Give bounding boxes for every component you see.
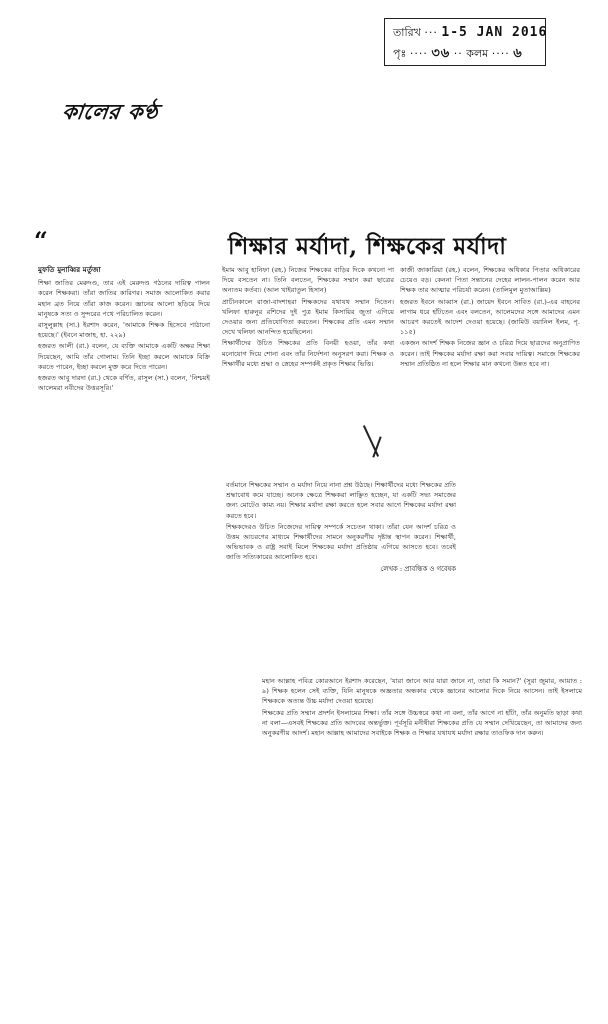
article-column-4 bbox=[262, 676, 582, 786]
stamp-page-row bbox=[393, 44, 523, 65]
paragraph: প্রাচীনকালে রাজা-বাদশাহরা শিক্ষকদের যথাযথ সম্মান দিতেন। খলিফা হারুনুর রশিদের দুই পুত্র ইমাম কিসায়ির জুতা এগিয়ে দেওয়ার জন্য প্রতিযোগিতা করতেন। শিক্ষকের প্রতি এমন সম্মান দেখে খলিফা আনন্দিত হয়েছিলেন। bbox=[222, 297, 394, 337]
paragraph: শিক্ষকদেরও উচিত নিজেদের দায়িত্ব সম্পর্কে সচেতন থাকা। তাঁরা যেন আদর্শ চরিত্র ও উত্তম আচরণের মাধ্যমে শিক্ষার্থীদের সামনে অনুকরণীয় দৃষ্টান্ত স্থাপন করেন। শিক্ষার্থী, অভিভাবক ও রাষ্ট্র সবাই মিলে শিক্ষকের মর্যাদা প্রতিষ্ঠায় এগিয়ে আসতে হবে। তবেই জাতি সত্যিকারের আলোকিত হবে। bbox=[226, 522, 456, 562]
stamp-dots: ···· bbox=[409, 47, 428, 60]
newspaper-masthead: কালের কণ্ঠ bbox=[60, 99, 161, 124]
paragraph: ইমাম আবু হানিফা (রহ.) নিজের শিক্ষকের বাড়ির দিকে কখনো পা দিয়ে বসতেন না। তিনি বলতেন, শিক্ষকের সম্মান করা ছাত্রের অন্যতম কর্তব্য। (আল খাইরাতুল হিসান) bbox=[222, 266, 394, 295]
article-byline: মুফতি মুনাব্বির মর্তুজা bbox=[38, 265, 101, 274]
stamp-dots: ···· bbox=[491, 47, 510, 60]
paragraph: একজন আদর্শ শিক্ষক নিজের জ্ঞান ও চরিত্র দিয়ে ছাত্রদের অনুপ্রাণিত করেন। তাই শিক্ষকের মর্যাদা রক্ষা করা সবার দায়িত্ব। সমাজে শিক্ষকের সম্মান প্রতিষ্ঠিত না হলে শিক্ষার মান কখনো উন্নত হবে না। bbox=[400, 339, 580, 368]
stamp-column-label: কলম bbox=[466, 47, 489, 60]
headline-quote-mark: “ bbox=[34, 226, 48, 255]
article-column-3 bbox=[400, 265, 580, 465]
paragraph: হজরত আলী (রা.) বলেন, যে ব্যক্তি আমাকে একটি অক্ষর শিক্ষা দিয়েছেন, আমি তাঁর গোলাম। তিনি ইচ্ছা করলে আমাকে বিক্রি করতে পারেন, ইচ্ছা করলে মুক্ত করে দিতে পারেন। bbox=[38, 342, 210, 371]
paragraph: কাজী জাকারিয়া (রহ.) বলেন, শিক্ষকের অধিকার পিতার অধিকারের চেয়েও বড়। কেননা পিতা সন্তানের দেহের লালন-পালন করেন আর শিক্ষক তার আত্মার পরিচর্যা করেন। (তালিমুল মুতাআল্লিম) bbox=[400, 266, 580, 295]
stamp-page-value: ৩৬ bbox=[431, 46, 451, 61]
author-credit: লেখক : প্রাবন্ধিক ও গবেষক bbox=[380, 564, 456, 573]
paragraph: হজরত আবু দারদা (রা.) থেকে বর্ণিত, রাসুল (সা.) বলেন, 'নিশ্চয়ই আলেমরা নবীদের উত্তরসূরি।' bbox=[38, 374, 210, 393]
paragraph: বর্তমানে শিক্ষকের সম্মান ও মর্যাদা নিয়ে নানা প্রশ্ন উঠছে। শিক্ষার্থীদের মধ্যে শিক্ষকের প্রতি শ্রদ্ধাবোধ কমে যাচ্ছে। অনেক ক্ষেত্রে শিক্ষকরা লাঞ্ছিত হচ্ছেন, যা একটি সভ্য সমাজের জন্য মোটেও কাম্য নয়। শিক্ষার মর্যাদা রক্ষা করতে হলে সবার আগে শিক্ষকের মর্যাদা রক্ষা করতে হবে। bbox=[226, 481, 456, 520]
paragraph: হজরত ইবনে আব্বাস (রা.) জায়েদ ইবনে সাবিত (রা.)-এর বাহনের লাগাম ধরে হাঁটতেন এবং বলতেন, আলেমদের সঙ্গে আমাদের এমন আচরণ করতেই আদেশ দেওয়া হয়েছে। (জামিউ বয়ানিল ইলম, পৃ. ১১৫) bbox=[400, 297, 580, 337]
paragraph: শিক্ষকের প্রতি সম্মান প্রদর্শন ইসলামের শিক্ষা। তাঁর সঙ্গে উচ্চস্বরে কথা না বলা, তাঁর আগে না হাঁটা, তাঁর অনুমতি ছাড়া কথা না বলা—এসবই শিক্ষকের প্রতি আদবের অন্তর্ভুক্ত। পূর্বসূরি মনীষীরা শিক্ষকের প্রতি যে সম্মান দেখিয়েছেন, তা আমাদের জন্য অনুকরণীয় আদর্শ। মহান আল্লাহ আমাদের সবাইকে শিক্ষক ও শিক্ষার যথাযথ মর্যাদা রক্ষার তাওফিক দান করুন। bbox=[262, 708, 582, 738]
paragraph: শিক্ষা জাতির মেরুদণ্ড, তার এই মেরুদণ্ড গঠনের দায়িত্ব পালন করেন শিক্ষকরা। তাঁরা জাতির কারিগর। সমাজ আলোকিত করার মহান ব্রত নিয়ে তাঁরা কাজ করেন। জ্ঞানের আলো ছড়িয়ে দিয়ে মানুষকে সত্য ও সুন্দরের পথে পরিচালিত করেন। bbox=[38, 279, 210, 318]
stamp-date-value: 1-5 JAN 2016 bbox=[441, 25, 548, 40]
article-headline: শিক্ষার মর্যাদা, শিক্ষকের মর্যাদা bbox=[228, 233, 507, 260]
article-continuation-box bbox=[226, 480, 456, 670]
stamp-column-value: ৬ bbox=[513, 46, 523, 61]
stamp-dots: ··· bbox=[424, 26, 438, 39]
paragraph: মহান আল্লাহ পবিত্র কোরআনে ইরশাদ করেছেন, 'যারা জানে আর যারা জানে না, তারা কি সমান?' (সুরা জুমার, আয়াত : ৯) শিক্ষক হলেন সেই ব্যক্তি, যিনি মানুষকে অজ্ঞতার অন্ধকার থেকে জ্ঞানের আলোর দিকে নিয়ে আসেন। তাই ইসলামে শিক্ষককে অত্যন্ত উচ্চ মর্যাদা দেওয়া হয়েছে। bbox=[262, 677, 582, 706]
stamp-page-label: পৃঃ bbox=[393, 47, 407, 60]
paragraph: শিক্ষার্থীদের উচিত শিক্ষকের প্রতি বিনয়ী হওয়া, তাঁর কথা মনোযোগ দিয়ে শোনা এবং তাঁর নির্দেশনা অনুসরণ করা। শিক্ষক ও শিক্ষার্থীর মধ্যে শ্রদ্ধা ও স্নেহের সম্পর্কই প্রকৃত শিক্ষার ভিত্তি। bbox=[222, 339, 394, 368]
article-column-1 bbox=[38, 265, 210, 473]
date-stamp bbox=[384, 18, 546, 66]
stamp-dots: ·· bbox=[453, 47, 463, 60]
stamp-date-row bbox=[393, 24, 547, 43]
paragraph: রাসুলুল্লাহ (সা.) ইরশাদ করেন, 'আমাকে শিক্ষক হিসেবে পাঠানো হয়েছে।' (ইবনে মাজাহ, হা. ২২৯) bbox=[38, 321, 210, 340]
stamp-date-label: তারিখ bbox=[393, 26, 421, 39]
